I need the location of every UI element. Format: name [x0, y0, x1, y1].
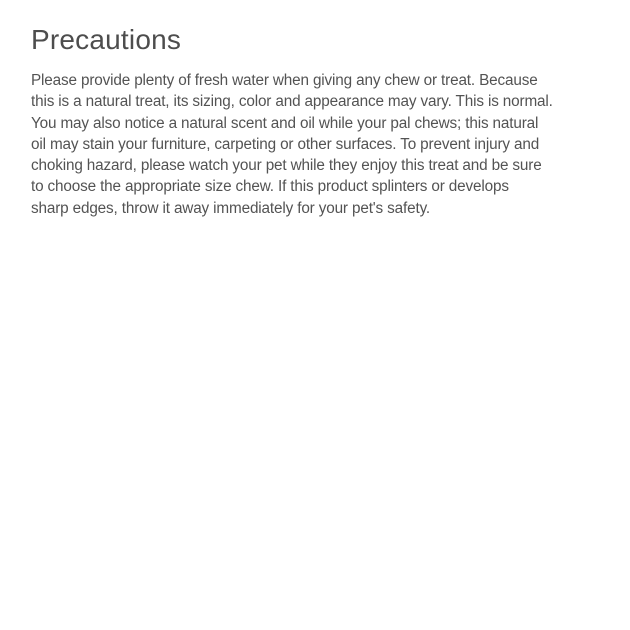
- paragraph-line: oil may stain your furniture, carpeting or other surfaces. To prevent injury and: [31, 135, 540, 153]
- paragraph-line: sharp edges, throw it away immediately for your pet's safety.: [31, 199, 431, 217]
- paragraph-line: Please provide plenty of fresh water when giving any chew or treat. Because: [31, 72, 538, 89]
- paragraph-line: You may also notice a natural scent and oil while your pal chews; this natural: [31, 114, 539, 132]
- paragraph-line: choking hazard, please watch your pet while they enjoy this treat and be sure: [31, 157, 542, 175]
- precautions-section: [0, 0, 630, 219]
- paragraph-line: to choose the appropriate size chew. If this product splinters or develops: [31, 178, 509, 196]
- section-title: Precautions: [31, 24, 182, 55]
- paragraph-line: this is a natural treat, its sizing, color and appearance may vary. This is normal.: [31, 93, 553, 111]
- precautions-paragraph: [31, 70, 610, 219]
